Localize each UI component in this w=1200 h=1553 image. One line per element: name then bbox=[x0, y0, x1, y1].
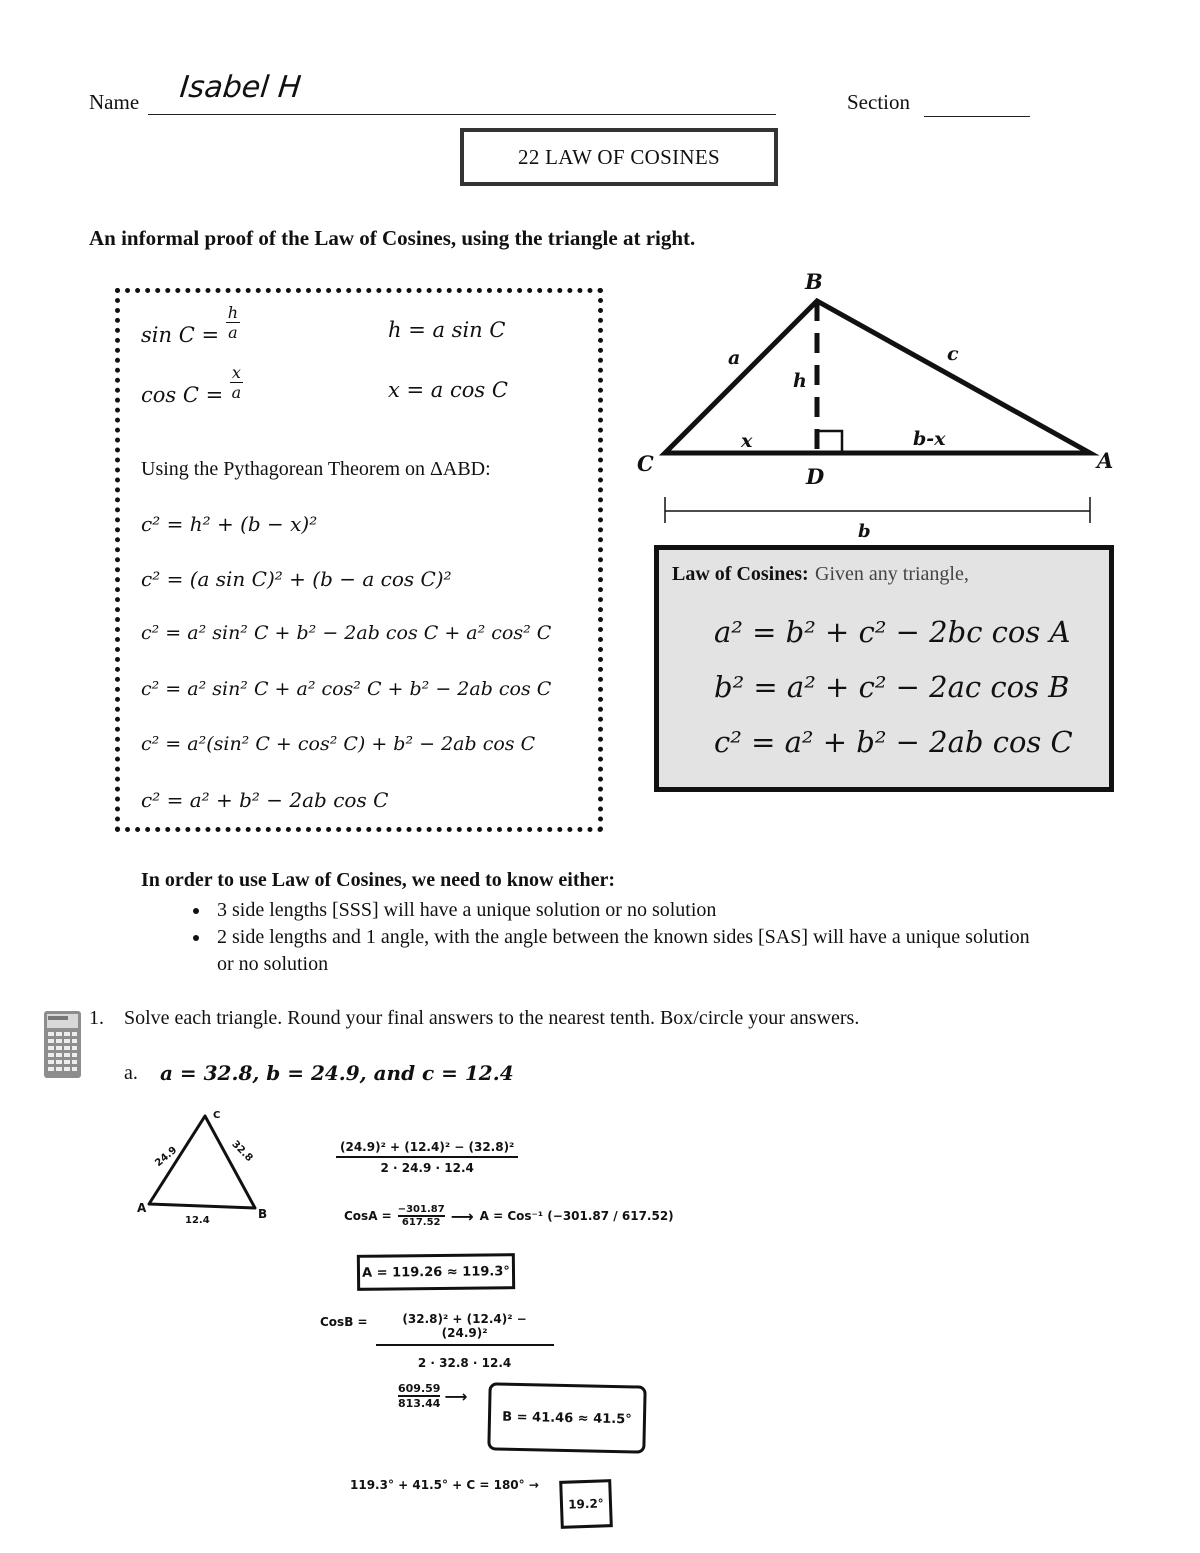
hand-line4-numerator: 609.59 bbox=[398, 1382, 441, 1395]
cos-definition: cos C = $\frac{x}{a}$ bbox=[141, 363, 242, 407]
law-box-subheading: Given any triangle, bbox=[815, 563, 969, 585]
part-label: a. bbox=[124, 1062, 138, 1084]
law-equation-a: a² = b² + c² − 2bc cos A bbox=[714, 615, 1071, 649]
sketch-label-bottom: 12.4 bbox=[185, 1215, 210, 1226]
arrow-icon: ⟶ bbox=[450, 1206, 474, 1226]
sketch-vertex-c: C bbox=[213, 1110, 221, 1121]
hand-line2-lhs: CosA = bbox=[344, 1209, 392, 1223]
name-label: Name bbox=[89, 90, 140, 114]
proof-step: c² = a² + b² − 2ab cos C bbox=[141, 788, 389, 812]
calculator-icon bbox=[44, 1011, 81, 1078]
sketch-triangle bbox=[135, 1108, 285, 1228]
side-a-label: a bbox=[728, 347, 741, 369]
requirements-heading: In order to use Law of Cosines, we need to know either: bbox=[141, 869, 616, 891]
sketch-vertex-b: B bbox=[258, 1207, 268, 1221]
law-equation-b: b² = a² + c² − 2ac cos B bbox=[714, 670, 1070, 704]
hand-line2-denominator: 617.52 bbox=[401, 1217, 441, 1228]
hand-line3-lhs: CosB = bbox=[320, 1315, 368, 1329]
sin-definition: sin C = $\frac{h}{a}$ bbox=[141, 303, 239, 347]
answer-box-c: 19.2° bbox=[559, 1479, 613, 1529]
proof-step: c² = (a sin C)² + (b − a cos C)² bbox=[141, 567, 452, 591]
vertex-a-label: A bbox=[1097, 448, 1114, 473]
pythagorean-label: Using the Pythagorean Theorem on ΔABD: bbox=[141, 458, 491, 480]
proof-step: c² = h² + (b − x)² bbox=[141, 512, 318, 536]
hand-work-line1 bbox=[336, 1140, 518, 1175]
hand-work-line2 bbox=[344, 1204, 674, 1228]
vertex-c-label: C bbox=[637, 451, 654, 476]
height-h-label: h bbox=[793, 370, 807, 392]
intro-text: An informal proof of the Law of Cosines, using the triangle at right. bbox=[89, 226, 696, 250]
page-title: 22 LAW OF COSINES bbox=[460, 128, 778, 186]
hand-line4-denominator: 813.44 bbox=[398, 1397, 441, 1410]
proof-step: c² = a² sin² C + a² cos² C + b² − 2ab cos C bbox=[141, 678, 552, 700]
segment-x-label: x bbox=[741, 430, 753, 452]
side-b-label: b bbox=[858, 521, 871, 542]
part-text: a = 32.8, b = 24.9, and c = 12.4 bbox=[160, 1061, 514, 1085]
triangle-shape bbox=[665, 301, 1090, 453]
law-box-heading-row bbox=[672, 561, 969, 586]
sketch-label-left: 24.9 bbox=[153, 1144, 180, 1170]
hand-line3-numerator: (32.8)² + (12.4)² − (24.9)² bbox=[376, 1312, 554, 1346]
proof-step: c² = a² sin² C + b² − 2ab cos C + a² cos² C bbox=[141, 622, 552, 644]
segment-bx-label: b-x bbox=[913, 428, 946, 450]
hand-line3-denominator: 2 · 32.8 · 12.4 bbox=[417, 1356, 512, 1370]
arrow-icon: ⟶ bbox=[444, 1386, 468, 1406]
sketch-vertex-a: A bbox=[137, 1201, 147, 1215]
h-equation: h = a sin C bbox=[388, 318, 506, 342]
hand-line2-numerator: −301.87 bbox=[397, 1204, 445, 1215]
problem-text: Solve each triangle. Round your final answers to the nearest tenth. Box/circle your answers. bbox=[124, 1007, 860, 1029]
side-c-label: c bbox=[947, 343, 959, 365]
hand-work-line5: 119.3° + 41.5° + C = 180° → bbox=[350, 1478, 539, 1492]
requirement-item: • 3 side lengths [SSS] will have a unique solution or no solution bbox=[211, 897, 1041, 924]
right-angle-mark bbox=[817, 431, 842, 453]
law-equation-c: c² = a² + b² − 2ab cos C bbox=[714, 725, 1073, 759]
answer-box-b: B = 41.46 ≈ 41.5° bbox=[487, 1382, 646, 1453]
name-handwriting: Isabel H bbox=[178, 70, 303, 105]
section-field[interactable] bbox=[924, 116, 1030, 117]
hand-work-line3 bbox=[320, 1312, 554, 1370]
hand-line1-denominator: 2 · 24.9 · 12.4 bbox=[380, 1161, 474, 1175]
hand-line2-rhs: A = Cos⁻¹ (−301.87 / 617.52) bbox=[479, 1209, 674, 1223]
hand-line1-numerator: (24.9)² + (12.4)² − (32.8)² bbox=[336, 1140, 518, 1158]
requirement-item: • 2 side lengths and 1 angle, with the angle between the known sides [SAS] will have a unique solution or no solution bbox=[211, 924, 1041, 978]
name-field[interactable] bbox=[148, 114, 776, 115]
x-equation: x = a cos C bbox=[388, 378, 508, 402]
requirements-list bbox=[141, 897, 1041, 978]
proof-step: c² = a²(sin² C + cos² C) + b² − 2ab cos C bbox=[141, 733, 536, 755]
triangle-diagram bbox=[625, 265, 1125, 545]
sketch-label-right: 32.8 bbox=[229, 1138, 255, 1165]
point-d-label: D bbox=[806, 464, 825, 489]
section-label: Section bbox=[847, 90, 910, 114]
hand-work-line4 bbox=[398, 1382, 467, 1410]
problem-number: 1. bbox=[89, 1007, 104, 1029]
answer-box-a: A = 119.26 ≈ 119.3° bbox=[357, 1253, 515, 1291]
vertex-b-label: B bbox=[805, 269, 823, 294]
law-box-heading: Law of Cosines: bbox=[672, 563, 809, 585]
